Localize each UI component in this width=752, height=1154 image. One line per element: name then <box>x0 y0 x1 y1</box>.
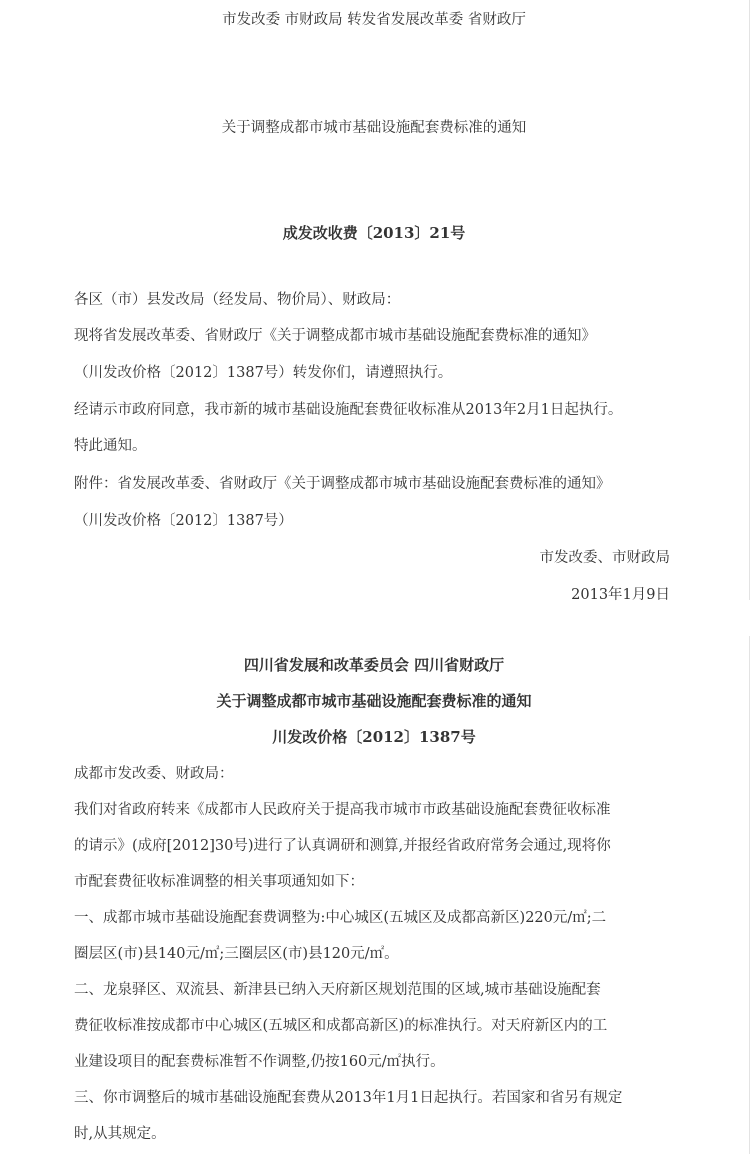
body-line: 现将省发展改革委、省财政厅《关于调整成都市城市基础设施配套费标准的通知》 <box>74 328 596 344</box>
attachment-title: 关于调整成都市城市基础设施配套费标准的通知 <box>216 692 532 710</box>
attachment-doc-number: 川发改价格〔2012〕1387号 <box>272 728 476 746</box>
attachment-body-line: 我们对省政府转来《成都市人民政府关于提高我市城市市政基础设施配套费征收标准 <box>74 802 611 818</box>
attachment-body-line: 二、龙泉驿区、双流县、新津县已纳入天府新区规划范围的区域,城市基础设施配套 <box>74 982 601 998</box>
page-border-bottom <box>749 636 750 1154</box>
body-line: 经请示市政府同意，我市新的城市基础设施配套费征收标准从2013年2月1日起执行。 <box>74 402 623 418</box>
attachment-body-line: 一、成都市城市基础设施配套费调整为:中心城区(五城区及成都高新区)220元/㎡;二 <box>74 910 607 926</box>
notice-title: 关于调整成都市城市基础设施配套费标准的通知 <box>221 120 527 136</box>
doc-number: 成发改收费〔2013〕21号 <box>282 224 466 242</box>
attachment-body-line: 三、你市调整后的城市基础设施配套费从2013年1月1日起执行。若国家和省另有规定 <box>74 1090 623 1106</box>
body-line: （川发改价格〔2012〕1387号） <box>74 513 293 529</box>
attachment-body-line: 的请示》(成府[2012]30号)进行了认真调研和测算,并报经省政府常务会通过,现将你 <box>74 838 611 854</box>
date: 2013年1月9日 <box>571 587 670 603</box>
signature: 市发改委、市财政局 <box>539 550 670 566</box>
header-line: 市发改委 市财政局 转发省发展改革委 省财政厅 <box>222 12 526 28</box>
body-line: 各区（市）县发改局（经发局、物价局）、财政局： <box>74 292 401 308</box>
body-line: 特此通知。 <box>74 438 147 454</box>
attachment-body-line: 圈层区(市)县140元/㎡;三圈层区(市)县120元/㎡。 <box>74 946 399 962</box>
attachment-body-line: 时,从其规定。 <box>74 1126 166 1142</box>
page-border-top <box>749 0 750 600</box>
attachment-body-line: 业建设项目的配套费标准暂不作调整,仍按160元/㎡执行。 <box>74 1054 445 1070</box>
attachment-body-line: 费征收标准按成都市中心城区(五城区和成都高新区)的标准执行。对天府新区内的工 <box>74 1018 608 1034</box>
attachment-body-line: 成都市发改委、财政局： <box>74 766 234 782</box>
attachment-issuer: 四川省发展和改革委员会 四川省财政厅 <box>243 656 505 674</box>
body-line: （川发改价格〔2012〕1387号）转发你们，请遵照执行。 <box>74 365 453 381</box>
attachment-body-line: 市配套费征收标准调整的相关事项通知如下： <box>74 874 364 890</box>
body-line: 附件：省发展改革委、省财政厅《关于调整成都市城市基础设施配套费标准的通知》 <box>74 476 611 492</box>
